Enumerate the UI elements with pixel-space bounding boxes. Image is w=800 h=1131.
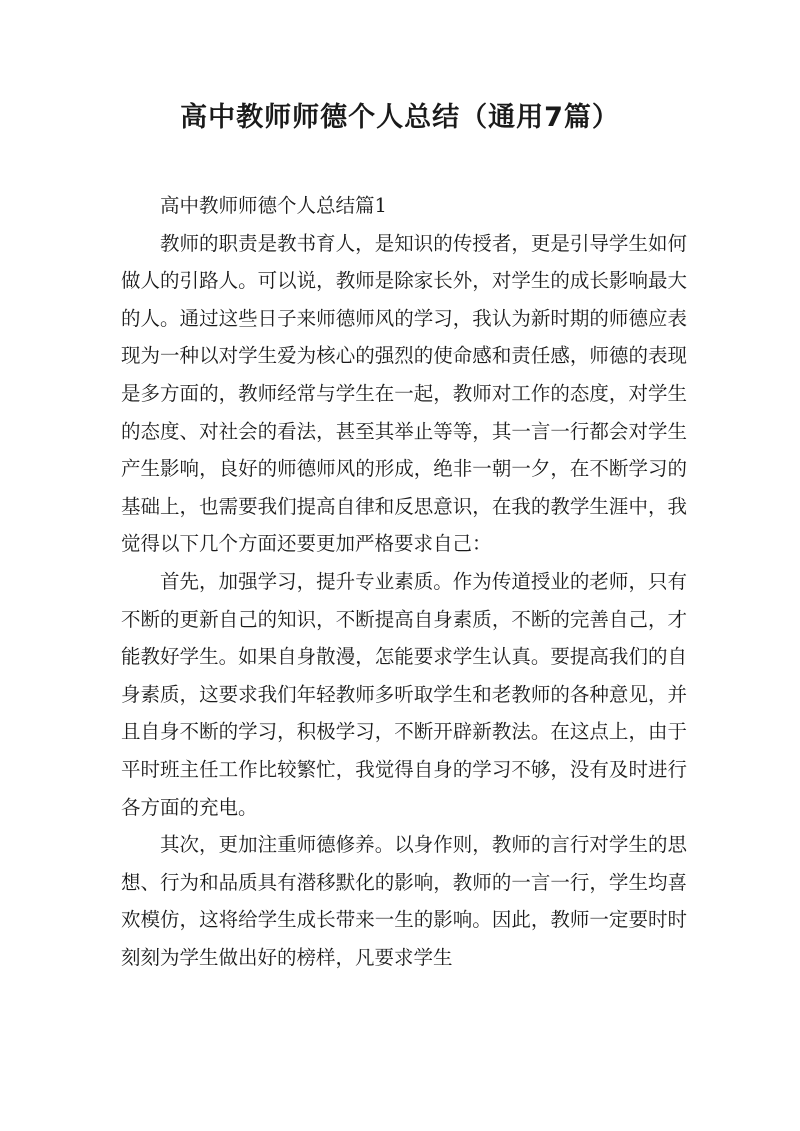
body-paragraph: 其次，更加注重师德修养。以身作则，教师的言行对学生的思想、行为和品质具有潜移默化的影响，教师的一言一行，学生均喜欢模仿，这将给学生成长带来一生的影响。因此，教师一定要时时刻刻为学生做出好的榜样，凡要求学生 (121, 833, 687, 969)
document-title: 高中教师师德个人总结（通用7篇） (180, 102, 620, 133)
body-paragraph: 教师的职责是教书育人，是知识的传授者，更是引导学生如何做人的引路人。可以说，教师是除家长外，对学生的成长影响最大的人。通过这些日子来师德师风的学习，我认为新时期的师德应表现为一种以对学生爱为核心的强烈的使命感和责任感，师德的表现是多方面的，教师经常与学生在一起，教师对工作的态度，对学生的态度、对社会的看法，甚至其举止等等，其一言一行都会对学生产生影响，良好的师德师风的形成，绝非一朝一夕，在不断学习的基础上，也需要我们提高自律和反思意识，在我的教学生涯中，我觉得以下几个方面还要更加严格要求自己： (121, 231, 687, 556)
section-heading: 高中教师师德个人总结篇1 (160, 194, 387, 217)
document-body (121, 187, 687, 976)
body-paragraph: 首先，加强学习，提升专业素质。作为传道授业的老师，只有不断的更新自己的知识，不断提高自身素质，不断的完善自己，才能教好学生。如果自身散漫，怎能要求学生认真。要提高我们的自身素质，这要求我们年轻教师多听取学生和老教师的各种意见，并且自身不断的学习，积极学习，不断开辟新教法。在这点上，由于平时班主任工作比较繁忙，我觉得自身的学习不够，没有及时进行各方面的充电。 (121, 569, 687, 819)
